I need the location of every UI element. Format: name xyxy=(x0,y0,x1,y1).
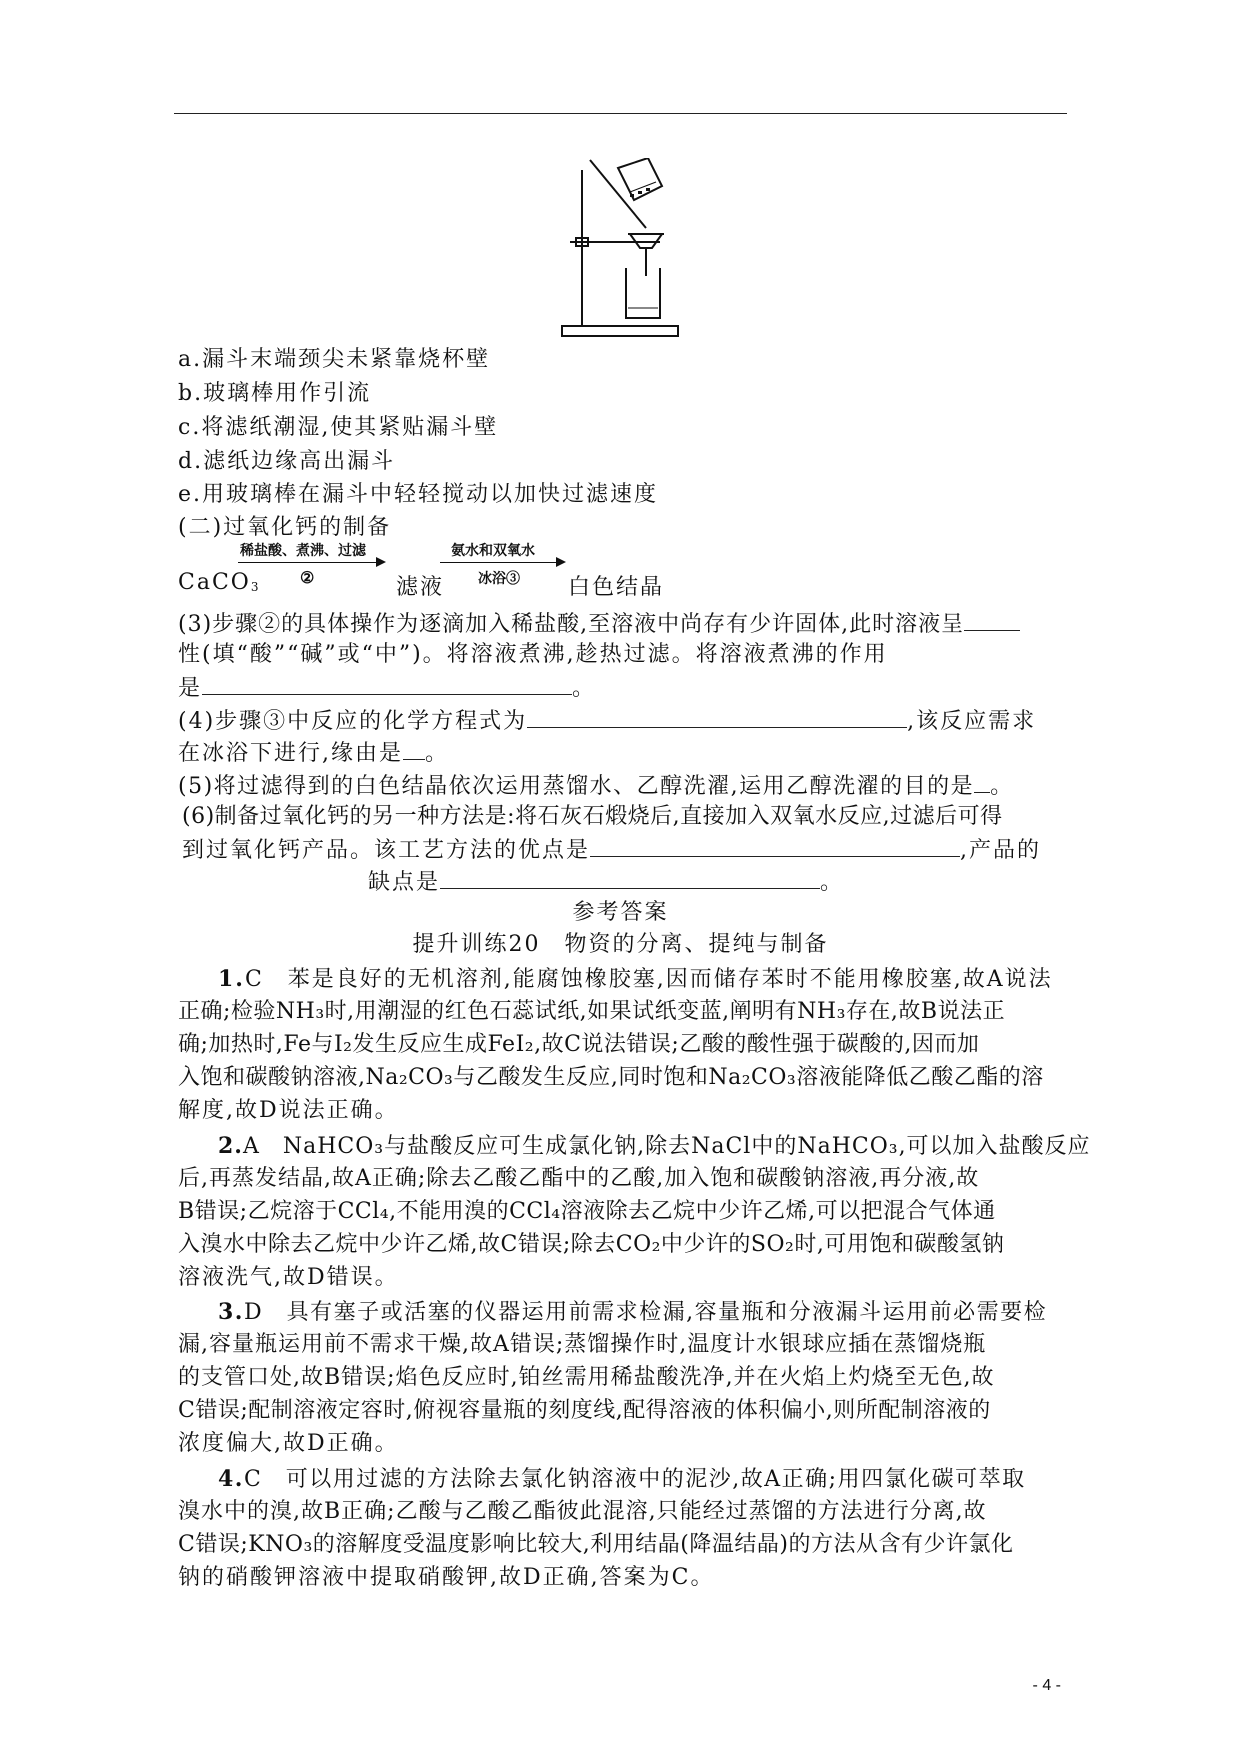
answer-3-line: C错误;配制溶液定容时,俯视容量瓶的刻度线,配得溶液的体积偏小,则所配制溶液的 xyxy=(178,1398,991,1423)
answer-1-line: 确;加热时,Fe与I₂发生反应生成FeI₂,故C说法错误;乙酸的酸性强于碳酸的,因而加 xyxy=(178,1032,980,1057)
answers-title: 参考答案 xyxy=(572,900,669,925)
q3-line1: (3)步骤②的具体操作为逐滴加入稀盐酸,至溶液中尚存有少许固体,此时溶液呈 xyxy=(178,610,1020,638)
q4-line2: 在冰浴下进行,缘由是 。 xyxy=(178,741,450,766)
header-rule xyxy=(174,113,1067,114)
scheme-end: 白色结晶 xyxy=(568,575,665,600)
filtration-apparatus-figure xyxy=(560,158,680,338)
answer-3-line: 的支管口处,故B错误;焰色反应时,铂丝需用稀盐酸洗净,并在火焰上灼烧至无色,故 xyxy=(178,1365,995,1390)
answer-3-line: 3.D 具有塞子或活塞的仪器运用前需求检漏,容量瓶和分液漏斗运用前必需要检 xyxy=(218,1299,1048,1325)
answers-subtitle: 提升训练20 物资的分离、提纯与制备 xyxy=(412,932,829,957)
answer-4-line: C错误;KNO₃的溶解度受温度影响比较大,利用结晶(降温结晶)的方法从含有少许氯化 xyxy=(178,1532,1014,1557)
reaction-scheme xyxy=(178,540,738,600)
answer-2-line: 溶液洗气,故D错误。 xyxy=(178,1265,399,1290)
answer-2-line: 入溴水中除去乙烷中少许乙烯,故C错误;除去CO₂中少许的SO₂时,可用饱和碳酸氢钠 xyxy=(178,1232,1005,1257)
scheme-middle: 滤液 xyxy=(396,575,445,600)
page-number: - 4 - xyxy=(1032,1677,1061,1694)
arrow-head-icon xyxy=(556,557,566,567)
answer-1-line: 入饱和碳酸钠溶液,Na₂CO₃与乙酸发生反应,同时饱和Na₂CO₃溶液能降低乙酸乙酯的溶 xyxy=(178,1065,1044,1090)
q6-line1: (6)制备过氧化钙的另一种方法是:将石灰石煅烧后,直接加入双氧水反应,过滤后可得 xyxy=(182,804,1003,829)
answer-4-line: 钠的硝酸钾溶液中提取硝酸钾,故D正确,答案为C。 xyxy=(178,1565,715,1590)
section-title: (二)过氧化钙的制备 xyxy=(178,515,392,540)
answer-1-line: 1.C 苯是良好的无机溶剂,能腐蚀橡胶塞,因而储存苯时不能用橡胶塞,故A说法 xyxy=(218,966,1053,992)
scheme-step1-num: ② xyxy=(300,568,315,587)
answer-2-line: B错误;乙烷溶于CCl₄,不能用溴的CCl₄溶液除去乙烷中少许乙烯,可以把混合气体通 xyxy=(178,1199,996,1224)
arrow-head-icon xyxy=(376,557,386,567)
scheme-start: CaCO$_3$ xyxy=(178,570,259,595)
q5-line1: (5)将过滤得到的白色结晶依次运用蒸馏水、乙醇洗濯,运用乙醇洗濯的目的是 。 xyxy=(178,774,1014,799)
answer-4-line: 溴水中的溴,故B正确;乙酸与乙酸乙酯彼此混溶,只能经过蒸馏的方法进行分离,故 xyxy=(178,1499,987,1524)
option-b: b.玻璃棒用作引流 xyxy=(178,381,372,406)
q4-line1: (4)步骤③中反应的化学方程式为 ,该反应需求 xyxy=(178,709,1037,734)
option-d: d.滤纸边缘高出漏斗 xyxy=(178,449,396,474)
answer-1-line: 解度,故D说法正确。 xyxy=(178,1098,399,1123)
scheme-arrow-2 xyxy=(440,562,558,563)
answer-4-line: 4.C 可以用过滤的方法除去氯化钠溶液中的泥沙,故A正确;用四氯化碳可萃取 xyxy=(218,1466,1026,1492)
q3-line2: 性(填“酸”“碱”或“中”)。将溶液煮沸,趁热过滤。将溶液煮沸的作用 xyxy=(178,642,888,667)
q6-line3: 缺点是 。 xyxy=(368,870,845,895)
answer-2-line: 2.A NaHCO₃与盐酸反应可生成氯化钠,除去NaCl中的NaHCO₃,可以加入盐酸反应 xyxy=(218,1133,1091,1159)
option-a: a.漏斗末端颈尖未紧靠烧杯壁 xyxy=(178,347,491,372)
option-e: e.用玻璃棒在漏斗中轻轻搅动以加快过滤速度 xyxy=(178,482,659,507)
q3-line3: 是 。 xyxy=(178,676,597,701)
option-c: c.将滤纸潮湿,使其紧贴漏斗壁 xyxy=(178,415,499,440)
answer-3-line: 浓度偏大,故D正确。 xyxy=(178,1431,399,1456)
scheme-step1-label: 稀盐酸、煮沸、过滤 xyxy=(240,543,366,559)
answer-2-line: 后,再蒸发结晶,故A正确;除去乙酸乙酯中的乙酸,加入饱和碳酸钠溶液,再分液,故 xyxy=(178,1166,980,1191)
scheme-step2-label: 氨水和双氧水 xyxy=(451,543,535,559)
answer-1-line: 正确;检验NH₃时,用潮湿的红色石蕊试纸,如果试纸变蓝,阐明有NH₃存在,故B说法正 xyxy=(178,999,1006,1024)
q6-line2: 到过氧化钙产品。该工艺方法的优点是 ,产品的 xyxy=(182,838,1042,863)
answer-3-line: 漏,容量瓶运用前不需求干燥,故A错误;蒸馏操作时,温度计水银球应插在蒸馏烧瓶 xyxy=(178,1332,987,1357)
scheme-step2-cond: 冰浴③ xyxy=(478,571,520,587)
scheme-arrow-1 xyxy=(238,562,378,563)
